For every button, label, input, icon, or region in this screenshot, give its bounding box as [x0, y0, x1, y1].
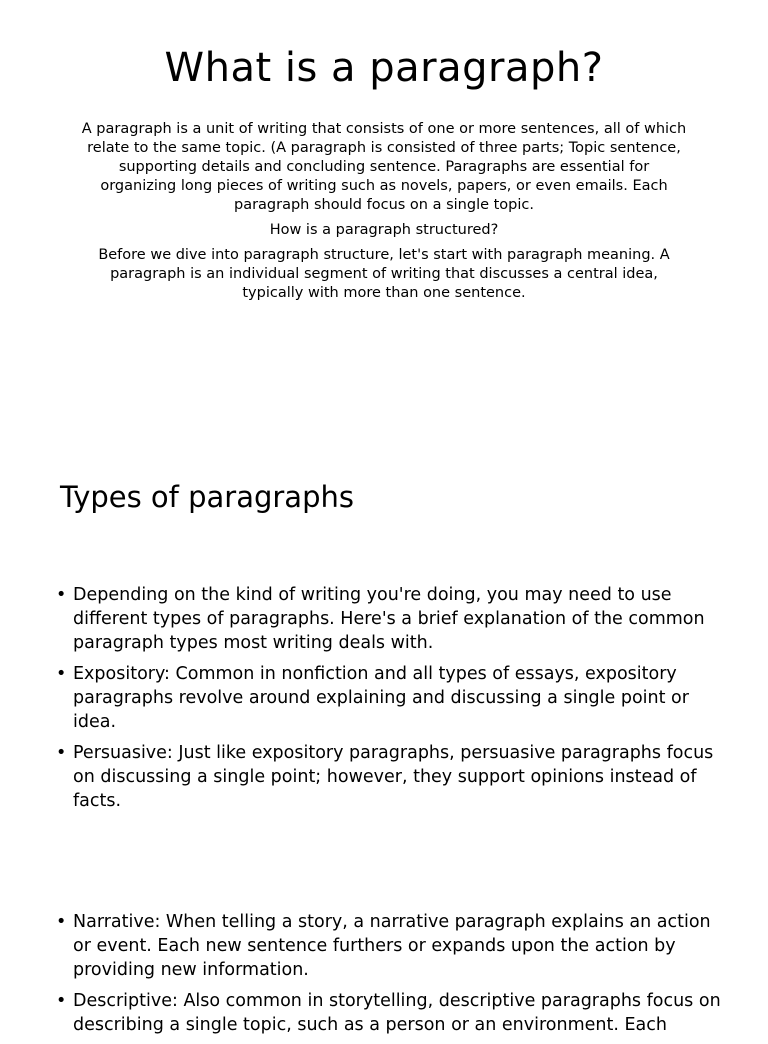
list-item — [54, 741, 722, 813]
list-item-text: Descriptive: Also common in storytelling, descriptive paragraphs focus on describing a single topic, such as a person or an environment. Each — [73, 991, 721, 1035]
list-item — [54, 662, 722, 734]
bullet-icon: • — [56, 585, 67, 605]
list-item — [54, 989, 722, 1037]
list-item — [54, 583, 722, 655]
types-list-group-1 — [54, 583, 722, 820]
page-title: What is a paragraph? — [164, 45, 604, 91]
list-item — [54, 910, 722, 982]
intro-question: How is a paragraph structured? — [269, 222, 499, 238]
list-item-text: Narrative: When telling a story, a narrative paragraph explains an action or event. Each new sentence furthers or expands upon the action by providing new information. — [73, 912, 711, 980]
bullet-icon: • — [56, 664, 67, 684]
bullet-icon: • — [56, 912, 67, 932]
list-item-text: Expository: Common in nonfiction and all types of essays, expository paragraphs revolve around explaining and discussing a single point or idea. — [73, 664, 689, 732]
bullet-icon: • — [56, 743, 67, 763]
bullet-icon: • — [56, 991, 67, 1011]
intro-paragraph-meaning: Before we dive into paragraph structure, let's start with paragraph meaning. A paragraph is an individual segment of writing that discusses a central idea, typically with more than one sentence. — [98, 247, 670, 301]
list-item-text: Depending on the kind of writing you're doing, you may need to use different types of paragraphs. Here's a brief explanation of the common paragraph types most writing deals with. — [73, 585, 705, 653]
intro-block — [80, 120, 688, 309]
list-item-text: Persuasive: Just like expository paragraphs, persuasive paragraphs focus on discussing a single point; however, they support opinions instead of facts. — [73, 743, 714, 811]
intro-paragraph-definition: A paragraph is a unit of writing that consists of one or more sentences, all of which relate to the same topic. (A paragraph is consisted of three parts; Topic sentence, supporting details and concluding sentence. Paragraphs are essential for organizing long pieces of writing such as novels, papers, or even emails. Each paragraph should focus on a single topic. — [81, 121, 687, 213]
section-heading-types: Types of paragraphs — [60, 480, 354, 514]
